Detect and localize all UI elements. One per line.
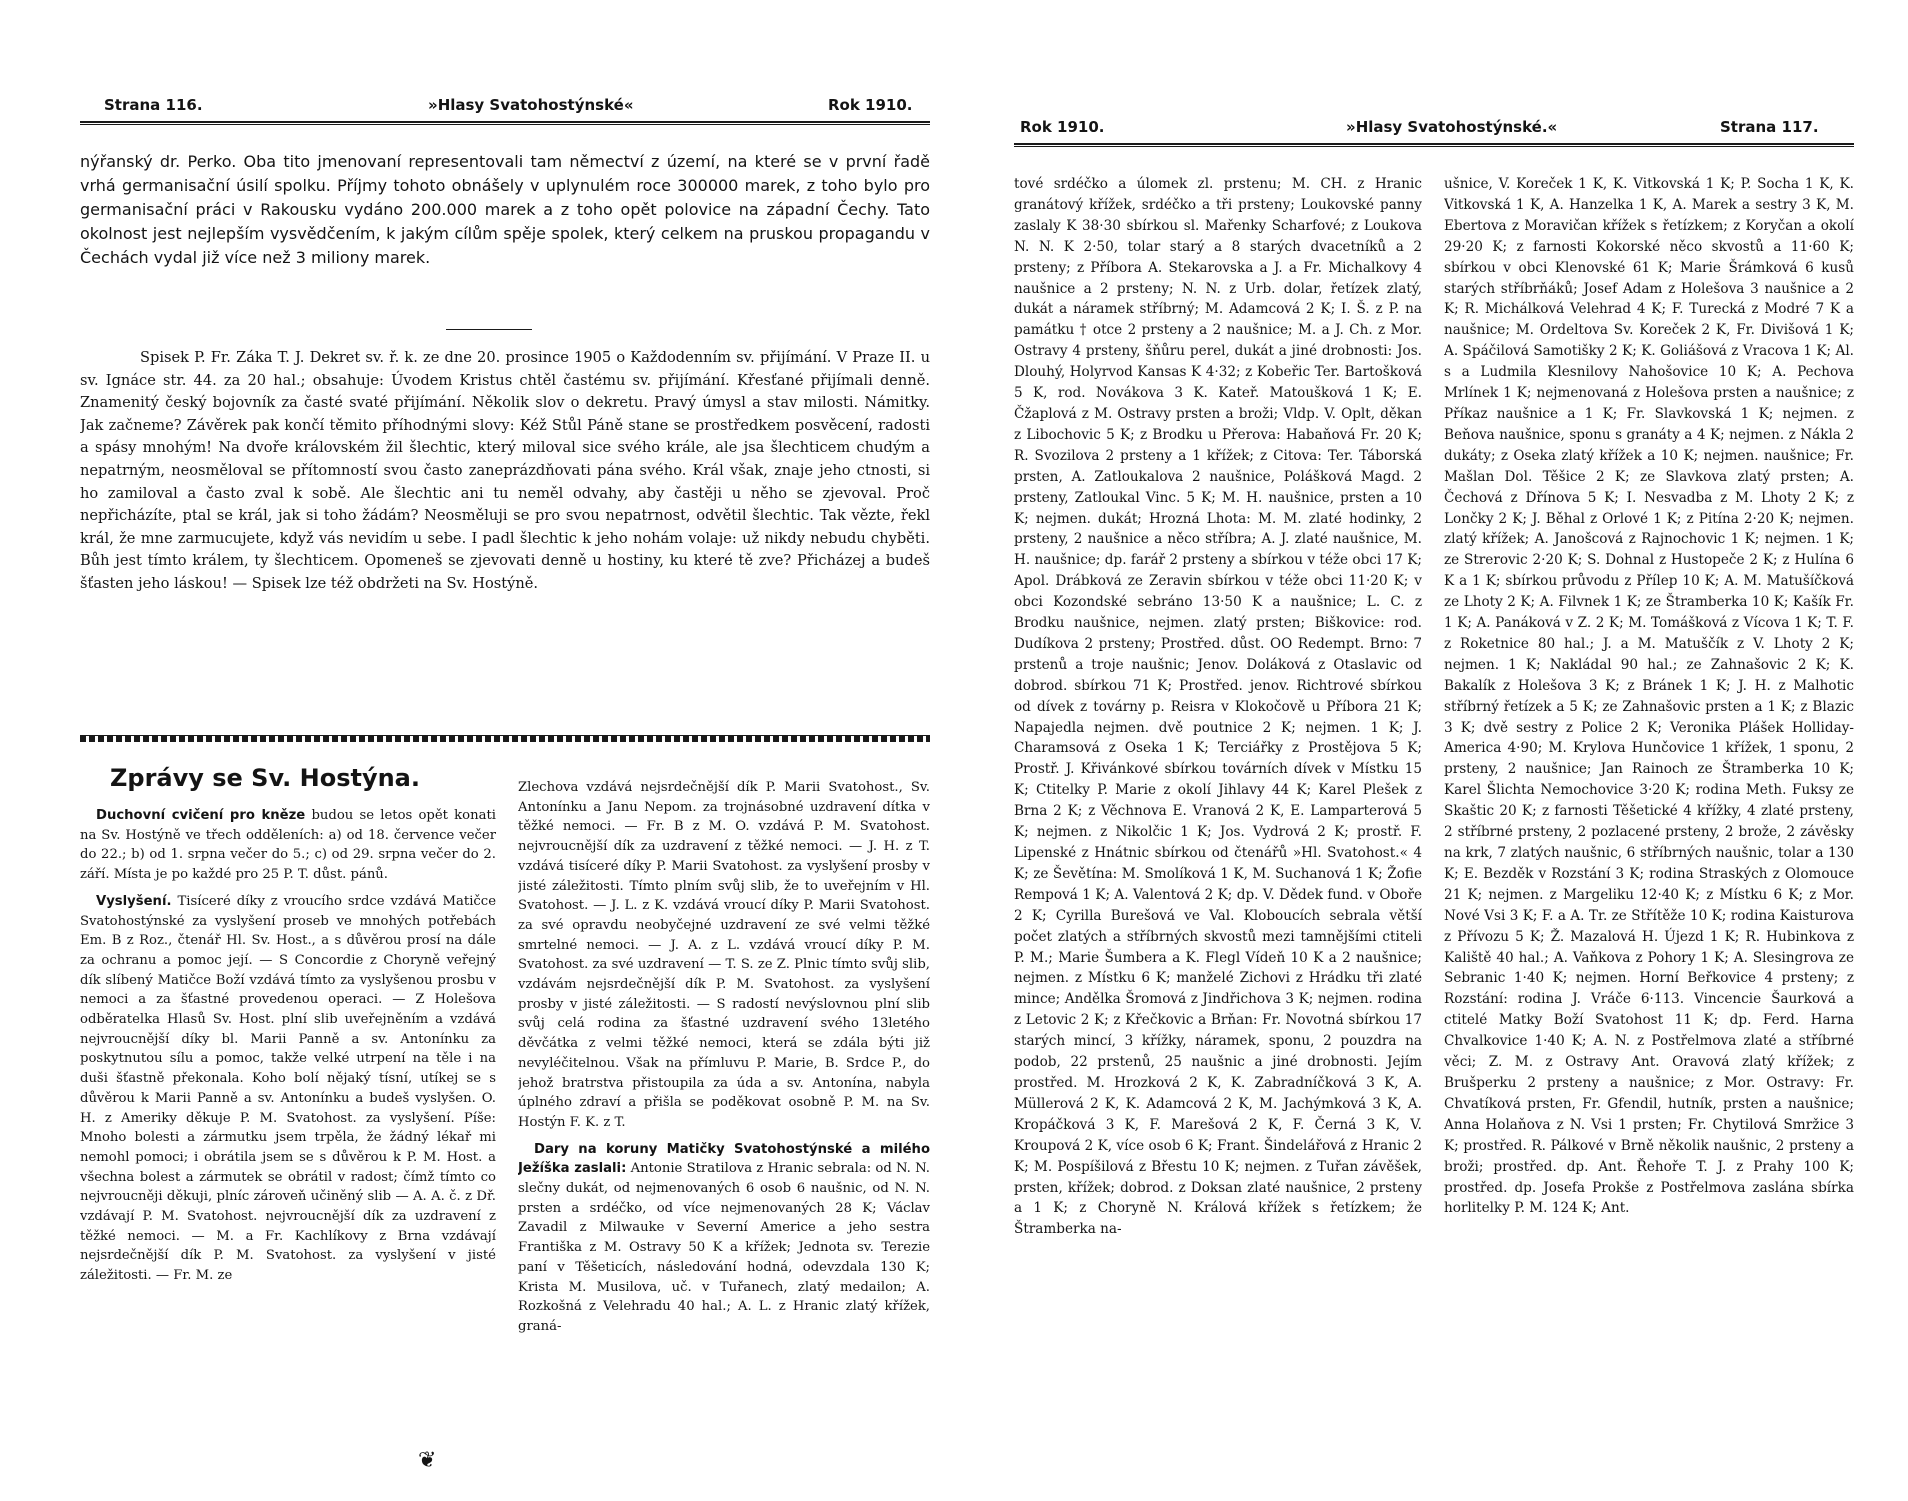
left-column-2 (518, 778, 930, 1446)
notice-paragraph: Zlechova vzdává nejsrdečnější dík P. Marii Svatohost., Sv. Antonínku a Janu Nepom. za trojnásobné uzdravení dítka v těžké nemoci. — Fr. B z M. O. vzdává P. M. Svatohost. nejvroucnější dík za uzdravení z těžké nemoci. — J. H. z T. vzdává tisíceré díky P. Marii Svatohost. za vyslyšení prosby v jisté záležitosti. Tímto plním svůj slib, že to uveřejním v Hl. Svatohost. — J. L. z K. vzdává vroucí díky P. Marii Svatohost. za své opravdu neobyčejné uzdravení ze své velmi těžké smrtelné nemoci. — J. A. z L. vzdává vroucí díky P. M. Svatohost. za své uzdravení — T. S. ze Z. Plnic tímto svůj slib, vzdávám nejsrdečnější dík P. M. Svatohost. za vyslyšení prosby v jisté záležitosti. — S radostí nevýslovnou plní slib svůj celá rodina za šťastné uzdravení svého 13letého děvčátka z velmi těžké nemoci, která se zdála býti již nevyléčitelnou. Však na přímluvu P. Marie, B. Srdce P., do jehož bratrstva přistoupila za úda a sv. Antonína, nabyla úplného zdraví a přišla se poděkovat osobně P. M. na Sv. Hostýn F. K. z T. (518, 780, 930, 1130)
notice-paragraph: Dary na koruny Matičky Svatohostýnské a milého Ježíška zaslali: Antonie Stratilova z Hranic sebrala: od N. N. slečny dukát, od nejmenovaných 6 osob 6 naušnic, od N. N. prsten a srdéčko, od více nejmenovaných 28 K; Václav Zavadil z Milwauke v Severní Americe a jeho sestra Františka z M. Ostravy 50 K a křížek; Jednota sv. Terezie paní v Těšeticích, následování hodná, odevzdala 130 K; Krista M. Musilova, uč. v Tuřanech, zlatý medailon; A. Rozkošná z Velehradu 40 hal.; A. L. z Hranic zlatý křížek, graná- (518, 1141, 930, 1334)
section-divider (80, 735, 930, 742)
left-column-1 (80, 806, 496, 1450)
journal-title: »Hlasy Svatohostýnské« (428, 96, 634, 114)
section-title: Zprávy se Sv. Hostýna. (110, 764, 420, 792)
separator-rule (446, 329, 532, 330)
header-rule (1014, 143, 1854, 147)
ornament-icon: ❦ (418, 1448, 437, 1473)
header-rule (80, 121, 930, 125)
top-paragraph: nýřanský dr. Perko. Oba tito jmenovaní representovali tam němectví z území, na které se v první řadě vrhá germanisační úsilí spolku. Příjmy tohoto obnášely v uplynulém roce 300000 marek, z toho bylo pro germanisační práci v Rakousku vydáno 200.000 marek a z toho opět polovice na západní Čechy. Tato okolnost jest nejlepším vysvědčením, k jakým cílům spěje spolek, který celkem na pruskou propagandu v Čechách vydal již více než 3 miliony marek. (80, 152, 930, 267)
year-label: Rok 1910. (1020, 118, 1105, 136)
journal-title: »Hlasy Svatohostýnské.« (1346, 118, 1558, 136)
left-page-header (104, 96, 934, 118)
book-notice-paragraph: Spisek P. Fr. Záka T. J. Dekret sv. ř. k. ze dne 20. prosince 1905 o Každodenním sv. přijímání. V Praze II. u sv. Ignáce str. 44. za 20 hal.; obsahuje: Úvodem Kristus chtěl častému sv. přijímání. Křesťané přijímali denně. Znamenitý český bojovník za časté svaté přijímání. Několik slov o dekretu. Pravý úmysl a stav milosti. Námitky. Jak začneme? Závěrek pak končí těmito příhodnými slovy: Kéž Stůl Páně stane se prostředkem posvěcení, radosti a spásy mnohým! Na dvoře královském žil šlechtic, který miloval sice svého krále, ale jsa šlechticem chudým a nepatrným, neosměloval se přítomností svou často zaneprázdňovati pána svého. Král však, znaje jeho ctnosti, si ho zamiloval a často zval k sobě. Ale šlechtic ani tu neměl odvahy, aby častěji u něho se zjevoval. Proč nepřicházíte, ptal se král, jak si toho žádám? Neosměluji se pro svou nepatrnost, odvětil šlechtic. Tak vězte, řekl král, že mne zarmucujete, když vás nevidím u sebe. I padl šlechtic k jeho nohám volaje: už nikdy nebudu chyběti. Bůh jest tímto králem, ty šlechticem. Opomeneš se zjevovati denně u hostiny, ku které tě zve? Přicházej a budeš šťasten jeho láskou! — Spisek lze též obdržeti na Sv. Hostýně. (80, 349, 930, 592)
page-number-label: Strana 116. (104, 96, 203, 114)
right-page-header (1020, 118, 1850, 140)
notice-paragraph: Vyslyšení. Tisíceré díky z vroucího srdce vzdává Matičce Svatohostýnské za vyslyšení proseb ve mnohých potřebách Em. B z Roz., čtenář Hl. Sv. Host., a s důvěrou prosí na dále za ochranu a pomoc její. — S Concordie z Choryně veřejný dík slíbený Matičce Boží vzdává tímto za vyslyšenou prosbu v nemoci a za šťastné provedenou operaci. — Z Holešova odběratelka Hlasů Sv. Host. plní slib uveřejněním a vzdává nejvroucnější díky bl. Marii Panně a sv. Antonínku za poskytnutou sílu a pomoc, takže velké utrpení na těle i na duši šťastně překonala. Koho bolí nějaký tísní, utíkej se s důvěrou k Marii Panně a sv. Antonínku a budeš vyslyšen. O. H. z Ameriky děkuje P. M. Svatohost. za vyslyšení. Píše: Mnoho bolesti a zármutku jsem trpěla, že žádný lékař mi nemohl pomoci; i obrátila jsem se s důvěrou k P. M. Host. a všechna bolest a zármutek se obrátil v radost; čímž tímto co nejvroucněji děkuji, plníc zároveň učiněný slib — A. A. č. z Dř. vzdávají P. M. Svatohost. nejvroucnější dík za uzdravení z těžké nemoci. — M. a Fr. Kachlíkovy z Brna vzdávají nejsrdečnější dík P. M. Svatohost. za vyslyšení v jisté záležitosti. — Fr. M. ze (80, 893, 496, 1284)
year-label: Rok 1910. (828, 96, 913, 114)
right-column-2: ušnice, V. Koreček 1 K, K. Vitkovská 1 K; P. Socha 1 K, K. Vitkovská 1 K, A. Hanzelka 1 K, A. Marek a sestry 3 K, M. Ebertova z Moravičan křížek s řetízkem; z Koryčan a okolí 29·20 K; z farnosti Kokorské něco skvostů a 11·60 K; sbírkou v obci Klenovské 61 K; Marie Šrámková 6 kusů starých stříbrňáků; Josef Adam z Holešova 3 naušnice a 2 K; R. Michálková Velehrad 4 K; F. Turecká z Modré 7 K a naušnice; M. Ordeltova Sv. Koreček 2 K, Fr. Divišová 1 K; A. Spáčilová Samotišky 2 K; K. Goliášová z Vracova 1 K; Al. s a Ludmila Klesnilovy Nahošovice 10 K; A. Pechova Mrlínek 1 K; nejmenovaná z Holešova prsten a naušnice; z Příkaz naušnice a 1 K; Fr. Slavkovská 1 K; nejmen. z Beňova naušnice, sponu s granáty a 4 K; nejmen. z Nákla 2 dukáty; z Oseka zlatý křížek a 10 K; nejmen. naušnice; Fr. Mašlan Dol. Těšice 2 K; ze Slavkova zlatý prsten; A. Čechová z Dřínova 5 K; I. Nesvadba z M. Lhoty 2 K; z Lončky 2 K; J. Běhal z Orlové 1 K; z Pitína 2·20 K; nejmen. zlatý křížek; A. Janošcová z Rajnochovic 1 K; nejmen. 1 K; ze Strerovic 2·20 K; S. Dohnal z Hustopeče 2 K; z Hulína 6 K a 1 K; sbírkou průvodu z Přílep 10 K; A. M. Matušíčková ze Lhoty 2 K; A. Filvnek 1 K; ze Štramberka 10 K; Kašík Fr. 1 K; A. Panáková v Z. 2 K; M. Tomášková z Vícova 1 K; T. F. z Roketnice 80 hal.; J. a M. Matuščík z V. Lhoty 2 K; nejmen. 1 K; Nakládal 90 hal.; ze Zahnašovic 2 K; K. Bakalík z Holešova 3 K; z Bránek 1 K; J. H. z Malhotic stříbrný řetízek a 5 K; ze Zahnašovic prsten a 1 K; z Blazic 3 K; dvě sestry z Police 2 K; Veronika Plášek Holliday-America 4·90; M. Krylova Hunčovice 1 křížek, 1 sponu, 2 prsteny, 2 naušnice; Jan Rainoch ze Štramberka 10 K; Karel Šlichta Nemochovice 3·20 K; rodina Meth. Fuksy ze Skaštic 20 K; z farnosti Těšetické 4 křížky, 4 zlaté prsteny, 2 stříbrné prsteny, 2 pozlacené prsteny, 2 brože, 2 závěsky na krk, 7 zlatých naušnic, 6 stříbrných naušnic, tolar a 130 K; E. Bezděk v Rozstání 3 K; rodina Straských z Olomouce 21 K; nejmen. z Margeliku 12·40 K; z Místku 6 K; z Mor. Nové Vsi 3 K; F. a A. Tr. ze Střítěže 10 K; rodina Kaisturova z Přívozu 5 K; Ž. Mazalová H. Újezd 1 K; R. Hubinkova z Kaliště 40 hal.; A. Vaňkova z Pohory 1 K; A. Slesingrova ze Sebranic 1·40 K; nejmen. Horní Beřkovice 4 prsteny; z Rozstání: rodina J. Vráče 6·113. Vincencie Šaurková a ctitelé Matky Boží Svatohost 11 K; dp. Ferd. Harna Chvalkovice 1·40 K; A. N. z Postřelmova zlaté a stříbrné věci; Z. M. z Ostravy Ant. Oravová zlatý křížek; z Brušperku 2 prsteny a naušnice; z Mor. Ostravy: Fr. Chvatíková prsten, Fr. Gfendil, hutník, prsten a naušnice; Anna Holaňova z N. Vsi 1 prsten; Fr. Chytilová Smržice 3 K; prostřed. R. Pálkové v Brně několik naušnic, 2 prsteny a broži; prostřed. dp. Ant. Řehoře T. J. z Prahy 100 K; prostřed. dp. Josefa Prokše z Postřelmova zaslána sbírka horlitelky P. M. 124 K; Ant. (1444, 176, 1854, 1217)
notice-paragraph: Duchovní cvičení pro kněze budou se letos opět konati na Sv. Hostýně ve třech odděleních: a) od 18. července večer do 22.; b) od 1. srpna večer do 5.; c) od 29. srpna večer do 2. září. Místa je po každé pro 25 P. T. důst. pánů. (80, 808, 496, 883)
page-number-label: Strana 117. (1720, 118, 1819, 136)
right-page (954, 0, 1908, 1501)
right-column-1: tové srdéčko a úlomek zl. prstenu; M. CH. z Hranic granátový křížek, srdéčko a tři prsteny; Loukovské panny zaslaly K 38·30 sbírkou sl. Mařenky Scharfové; z Loukova N. N. K 2·50, tolar starý a 8 starých dvacetníků a 2 prsteny; z Příbora A. Stekarovska a J. a Fr. Michalkovy 4 naušnice a 2 prsteny; N. N. z Urb. dolar, řetízek zlatý, dukát a náramek stříbrný; M. Adamcová 2 K; I. Š. z P. na památku † otce 2 prsteny a 2 naušnice; M. a J. Ch. z Mor. Ostravy 4 prsteny, šňůru perel, dukát a jiné drobnosti: Jos. Dlouhý, Holyrvod Kansas K 4·32; z Kobeřic Ter. Bartošková 5 K, rod. Novákova 3 K. Kateř. Matoušková 1 K; E. Čžaplová z M. Ostravy prsten a broži; Vldp. V. Oplt, děkan z Libochovic 5 K; z Brodku u Přerova: Habaňová Fr. 20 K; R. Svozilova 2 prsteny a 1 křížek; z Citova: Ter. Táborská prsten, A. Zatloukalova 2 naušnice, Polášková Magd. 2 prsteny, Zatloukal Vinc. 5 K; M. H. naušnice, prsten a 10 K; nejmen. dukát; Hrozná Lhota: M. M. zlaté hodinky, 2 prsteny, 2 naušnice a něco stříbra; A. J. zlaté naušnice, M. H. naušnice; dp. farář 2 prsteny a sbírkou v téže obci 17 K; Apol. Drábková ze Zeravin sbírkou v téže obci 11·20 K; v obci Kozondské sebráno 13·50 K a naušnice; L. C. z Brodku naušnice, nejmen. zlatý prsten; Biškovice: rod. Dudíkova 2 prsteny; Prostřed. důst. OO Redempt. Brno: 7 prstenů a troje naušnic; Jenov. Doláková z Otaslavic od dobrod. sbírkou 71 K; Prostřed. jenov. Richtrové sbírkou od dívek z továrny p. Reisra v Klokočově u Příbora 21 K; Napajedla nejmen. dvě poutnice 2 K; nejmen. 1 K; J. Charamsová z Oseka 1 K; Terciářky z Prostějova 5 K; Prostř. J. Křivánkové sbírkou továrních dívek v Místku 15 K; Ctitelky P. Marie z okolí Jihlavy 44 K; Karel Plešek z Brna 2 K; z Věchnova E. Vranová 2 K, E. Lamparterová 5 K; nejmen. z Nikolčic 1 K; Jos. Vydrová 2 K; prostř. F. Lipenské z Hnátnic sbírkou od čtenářů »Hl. Svatohost.« 4 K; ze Ševětína: M. Smolíková 1 K, M. Suchanová 1 K; Žofie Rempová 1 K; A. Valentová 2 K; dp. V. Dědek fund. v Oboře 2 K; Cyrilla Burešová ve Val. Kloboucích sebrala větší počet zlatých a stříbrných skvostů mezi tamnějšími ctiteli P. M.; Marie Šumbera a K. Flegl Vídeň 10 K a 2 naušnice; nejmen. z Místku 6 K; manželé Zichovi z Hrádku tři zlaté mince; Andělka Šromová z Jindřichova 3 K; nejmen. rodina z Letovic 2 K; z Křečkovic a Brňan: Fr. Novotná sbírkou 17 starých mincí, 3 křížky, náramek, sponu, 2 pouzdra na podob, 22 prstenů, 25 naušnic a jiné drobnosti. Jejím prostřed. M. Hrozková 2 K, K. Zabradníčková 3 K, A. Müllerová 2 K, K. Adamcová 2 K, M. Jachýmková 3 K, A. Kropáčková 3 K, F. Marešová 2 K, F. Černá 3 K, V. Kroupová 2 K, více osob 6 K; Frant. Šindelářová z Hranic 2 K; M. Pospíšilová z Břestu 10 K; nejmen. z Tuřan závěšek, prsten, křížek; dobrod. z Doksan zlaté naušnice, 2 prsteny a 1 K; z Choryně N. Králová křížek s řetízkem; že Štramberka na- (1014, 176, 1422, 1238)
